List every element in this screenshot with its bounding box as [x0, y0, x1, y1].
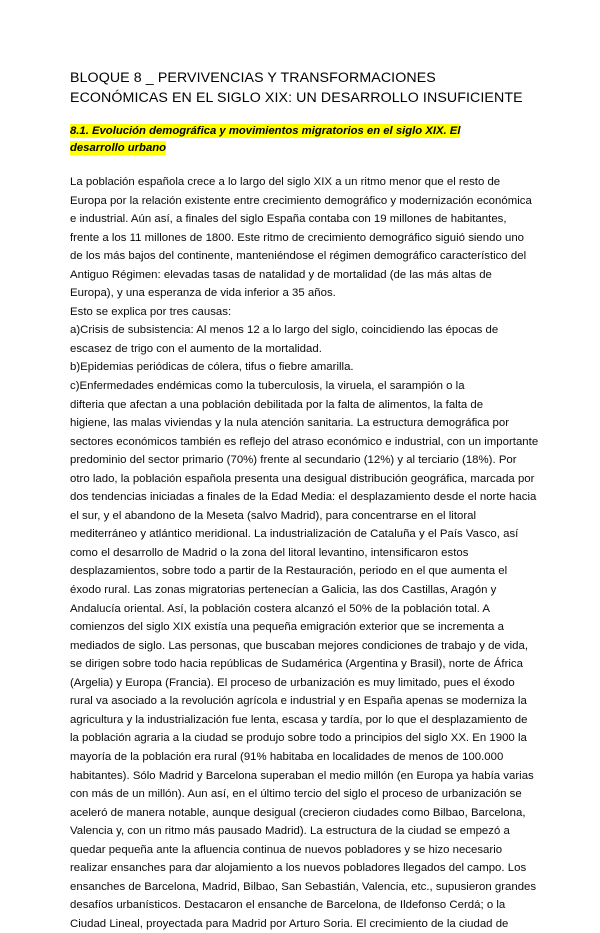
body-text-line: difteria que afectan a una población debilitada por la falta de alimentos, la falta de	[70, 398, 484, 411]
subtitle-line-1	[70, 123, 535, 140]
body-text-line: c)Enfermedades endémicas como la tuberculosis, la viruela, el sarampión o la	[70, 380, 465, 393]
body-text-line: realizar ensanches para dar alojamiento a los nuevos pobladores llegados del campo. Los	[70, 862, 527, 875]
body-text-line: quedar pequeña ante la afluencia continua de nuevos pobladores y se hizo necesario	[70, 843, 503, 856]
body-text-line: otro lado, la población española presenta una desigual distribución geográfica, marcada por	[70, 472, 535, 485]
body-text-line: Ciudad Lineal, proyectada para Madrid por Arturo Soria. El crecimiento de la ciudad de	[70, 917, 509, 930]
body-text-line: sectores económicos también es reflejo del atraso económico e industrial, con un importante	[70, 435, 539, 448]
body-text-line: se dirigen sobre todo hacia repúblicas de Sudamérica (Argentina y Brasil), norte de África	[70, 658, 523, 671]
body-text-line: mediterráneo y atlántico meridional. La industrialización de Cataluña y el País Vasco, así	[70, 528, 519, 541]
body-text-line: escasez de trigo con el aumento de la mortalidad.	[70, 342, 322, 355]
body-text-line: comienzos del siglo XIX existía una pequeña emigración exterior que se incrementa a	[70, 621, 504, 634]
page-title: BLOQUE 8 _ PERVIVENCIAS Y TRANSFORMACIONES ECONÓMICAS EN EL SIGLO XIX: UN DESARROLLO INSUFICIENTE	[70, 70, 523, 106]
highlighted-text: desarrollo urbano	[70, 142, 167, 154]
subtitle-line-2	[70, 140, 535, 157]
body-text-line: ensanches de Barcelona, Madrid, Bilbao, San Sebastián, Valencia, etc., supusieron grandes	[70, 880, 537, 893]
body-text-line: con más de un millón). Aun así, en el último tercio del siglo el proceso de urbanización se	[70, 788, 522, 801]
body-text-line: (Argelia) y Europa (Francia). El proceso de urbanización es muy limitado, pues el éxodo	[70, 676, 515, 689]
body-text-line: a)Crisis de subsistencia: Al menos 12 a lo largo del siglo, coincidiendo las épocas de	[70, 324, 499, 337]
body-text-line: el sur, y el abandono de la Meseta (salvo Madrid), para concentrarse en el litoral	[70, 509, 477, 522]
body-text-line: Valencia y, con un ritmo más pausado Madrid). La estructura de la ciudad se empezó a	[70, 825, 510, 838]
body-text-line: desafíos urbanísticos. Destacaron el ensanche de Barcelona, de Ildefonso Cerdá; o la	[70, 899, 506, 912]
body-text-line: agricultura y la industrialización fue lenta, escasa y tardía, por lo que el desplazamiento de	[70, 713, 528, 726]
body-text-line: Andalucía oriental. Así, la población costera alcanzó el 50% de la población total. A	[70, 602, 491, 615]
highlighted-text: 8.1. Evolución demográfica y movimientos migratorios en el siglo XIX. El	[70, 125, 461, 137]
body-text-line: Europa por la relación existente entre crecimiento demográfico y modernización económica	[70, 194, 532, 207]
body-text-line: higiene, las malas viviendas y la nula atención sanitaria. La estructura demográfica por	[70, 417, 510, 430]
body-text-line: mediados de siglo. Las personas, que buscaban mejores condiciones de trabajo y de vida,	[70, 639, 529, 652]
body-text-line: habitantes). Sólo Madrid y Barcelona superaban el medio millón (en Europa ya había varias	[70, 769, 534, 782]
body-text-line: Antiguo Régimen: elevadas tasas de natalidad y de mortalidad (de las más altas de	[70, 268, 492, 281]
body-text-line: Esto se explica por tres causas:	[70, 305, 232, 318]
body-text-line: frente a los 11 millones de 1800. Este ritmo de crecimiento demográfico siguió siendo uno	[70, 231, 525, 244]
body-text-line: la población agraria a la ciudad se produjo sobre todo a principios del siglo XX. En 1900 la	[70, 732, 527, 745]
body-text-line: La población española crece a lo largo del siglo XIX a un ritmo menor que el resto de	[70, 176, 501, 188]
body-text-line: b)Epidemias periódicas de cólera, tifus o fiebre amarilla.	[70, 361, 354, 374]
body-text-line: aceleró de manera notable, aunque desigual (crecieron ciudades como Bilbao, Barcelona,	[70, 806, 526, 819]
body-text-line: desplazamientos, sobre todo a partir de la Restauración, periodo en el que aumenta el	[70, 565, 508, 578]
body-text-line: rural va asociado a la revolución agrícola e industrial y en España apenas se moderniza la	[70, 695, 527, 708]
body-text-line: éxodo rural. Las zonas migratorias pertenecían a Galicia, las dos Castillas, Aragón y	[70, 584, 497, 597]
body-text-line: Europa), y una esperanza de vida inferior a 35 años.	[70, 287, 336, 300]
body-text-line: predominio del sector primario (70%) frente al secundario (12%) y al terciario (18%). Por	[70, 454, 517, 467]
body-text-line: e industrial. Aún así, a finales del siglo España contaba con 19 millones de habitantes,	[70, 213, 507, 226]
body-text-line: mayoría de la población era rural (91% habitaba en localidades de menos de 100.000	[70, 750, 504, 763]
body-text-line: dos tendencias iniciadas a finales de la Edad Media: el desplazamiento desde el norte hacia	[70, 491, 537, 504]
body-text-line: como el desarrollo de Madrid o la zona del litoral levantino, intensificaron estos	[70, 546, 469, 559]
body-text-line: de los más bajos del continente, manteniéndose el régimen demográfico característico del	[70, 250, 527, 263]
section-subtitle	[70, 123, 535, 157]
body-text	[70, 173, 539, 933]
